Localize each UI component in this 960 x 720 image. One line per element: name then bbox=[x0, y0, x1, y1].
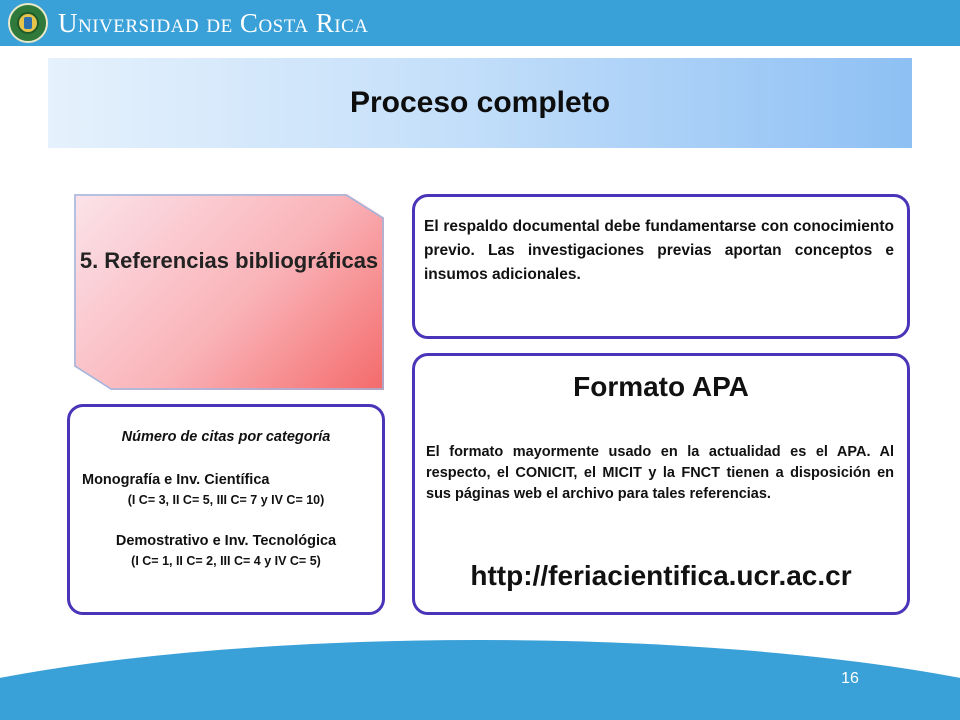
apa-title: Formato APA bbox=[573, 371, 749, 402]
university-seal-icon bbox=[8, 3, 48, 43]
title-band bbox=[48, 58, 912, 148]
references-label: 5. Referencias bibliográficas bbox=[79, 248, 379, 273]
references-shape-outline bbox=[74, 194, 384, 390]
respaldo-text: El respaldo documental debe fundamentarse con conocimiento previo. Las investigaciones previas aportan conceptos e insumos adicionales. bbox=[424, 218, 894, 283]
citations-category-1-counts: (I C= 3, II C= 5, III C= 7 y IV C= 10) bbox=[127, 493, 325, 507]
citations-category-2: Demostrativo e Inv. Tecnológica bbox=[115, 533, 337, 549]
slide-title: Proceso completo bbox=[349, 86, 611, 119]
apa-url-link[interactable]: http://feriacientifica.ucr.ac.cr bbox=[470, 560, 852, 591]
university-name: Universidad de Costa Rica bbox=[58, 8, 369, 38]
citations-category-1: Monografía e Inv. Científica bbox=[82, 472, 270, 488]
footer-curve bbox=[0, 640, 960, 720]
footer-swoosh bbox=[0, 640, 960, 720]
page-number: 16 bbox=[841, 670, 859, 687]
citations-category-2-counts: (I C= 1, II C= 2, III C= 4 y IV C= 5) bbox=[131, 554, 321, 568]
citations-heading: Número de citas por categoría bbox=[121, 429, 331, 445]
apa-description: El formato mayormente usado en la actualidad es el APA. Al respecto, el CONICIT, el MICIT y la FNCT tienen a disposición en sus páginas web el archivo para tales referencias. bbox=[426, 444, 894, 502]
university-banner bbox=[0, 0, 960, 46]
